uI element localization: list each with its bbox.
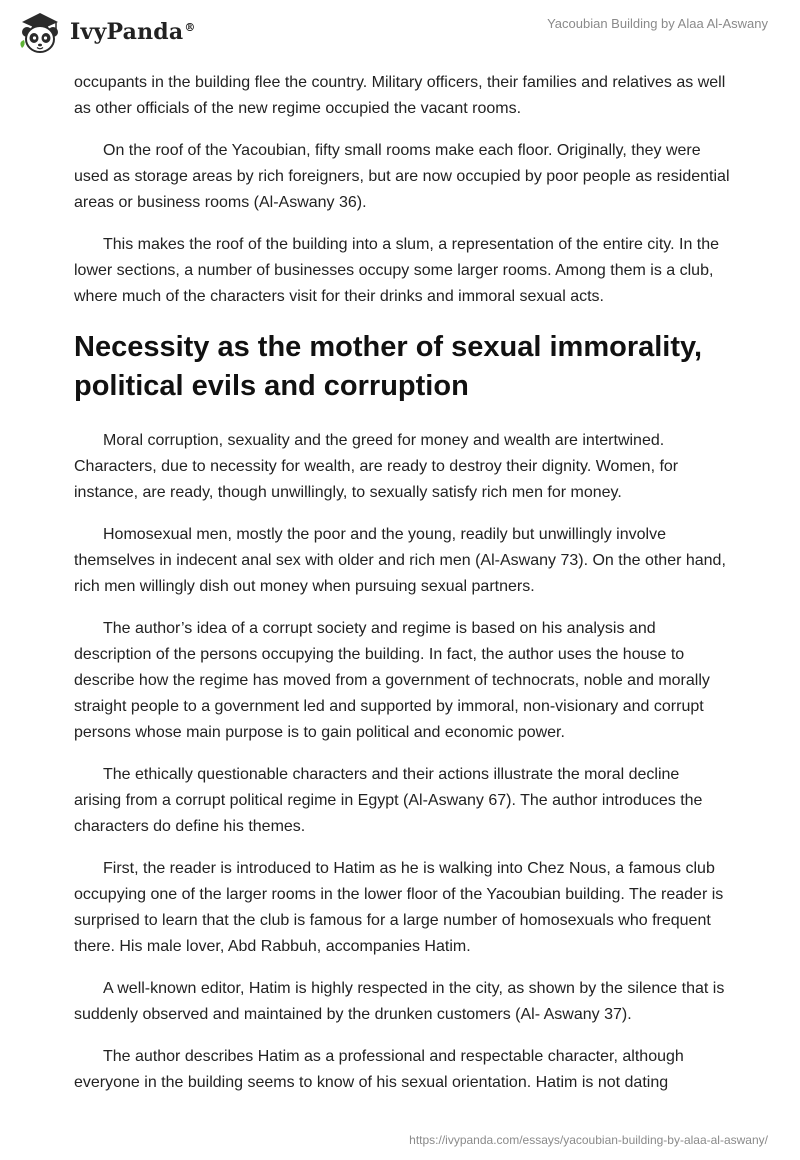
paragraph: occupants in the building flee the country. Military officers, their families and relatives as well as other officials of the new regime occupied the vacant rooms. [74,74,726,117]
paragraph: This makes the roof of the building into a slum, a representation of the entire city. In the lower sections, a number of businesses occupy some larger rooms. Among them is a club, where much of the characters visit for their drinks and immoral sexual acts. [74,236,720,305]
paragraph: First, the reader is introduced to Hatim as he is walking into Chez Nous, a famous club occupying one of the larger rooms in the lower floor of the Yacoubian building. The reader is surprised to learn that the club is famous for a large number of homosexuals who frequent there. His male lover, Abd Rabbuh, accompanies Hatim. [74,860,724,955]
paragraph: On the roof of the Yacoubian, fifty small rooms make each floor. Originally, they were used as storage areas by rich foreigners, but are now occupied by poor people as residential areas or business rooms (Al-Aswany 36). [74,142,730,211]
ivypanda-logo[interactable] [16,8,196,56]
paragraph: Homosexual men, mostly the poor and the young, readily but unwillingly involve themselves in indecent anal sex with older and rich men (Al-Aswany 73). On the other hand, rich men willingly dish out money when pursuing sexual partners. [74,526,726,595]
source-url-link[interactable]: https://ivypanda.com/essays/yacoubian-building-by-alaa-al-aswany/ [409,1133,768,1147]
paragraph: The ethically questionable characters and their actions illustrate the moral decline arising from a corrupt political regime in Egypt (Al-Aswany 67). The author introduces the characters do define his themes. [74,766,703,835]
paragraph: The author’s idea of a corrupt society and regime is based on his analysis and description of the persons occupying the building. In fact, the author uses the house to describe how the regime has moved from a government of technocrats, noble and morally straight people to a government led and supported by immoral, non-visionary and corrupt persons whose main purpose is to gain political and economic power. [74,620,710,741]
panda-graduate-icon [16,8,64,56]
article-body [74,70,730,1112]
paragraph: A well-known editor, Hatim is highly respected in the city, as shown by the silence that is suddenly observed and maintained by the drunken customers (Al- Aswany 37). [74,980,725,1023]
section-heading: Necessity as the mother of sexual immorality, political evils and corruption [74,331,703,402]
logo-text: IvyPanda [70,19,184,45]
logo-wordmark [70,19,196,45]
paragraph: The author describes Hatim as a professional and respectable character, although everyone in the building seems to know of his sexual orientation. Hatim is not dating [74,1048,684,1091]
paragraph: Moral corruption, sexuality and the greed for money and wealth are intertwined. Characters, due to necessity for wealth, are ready to destroy their dignity. Women, for instance, are ready, though unwillingly, to sexually satisfy rich men for money. [74,432,679,501]
registered-mark: ® [184,20,196,34]
page-header [0,0,800,64]
document-title: Yacoubian Building by Alaa Al-Aswany [547,16,768,31]
